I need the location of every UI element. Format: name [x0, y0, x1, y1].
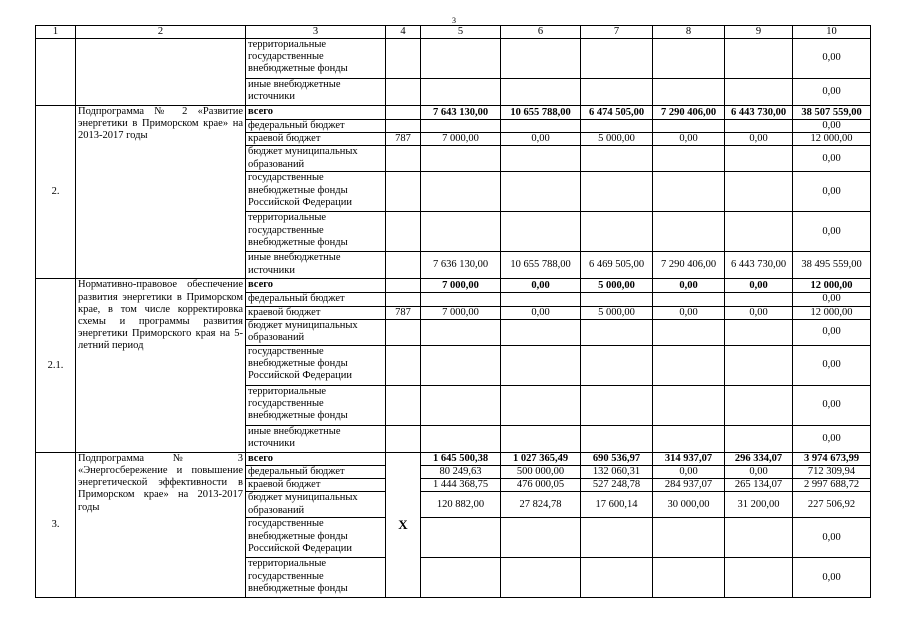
total-value: 38 495 559,00	[793, 252, 871, 279]
funding-source: всего	[246, 452, 386, 465]
value-2014: 1 027 365,49	[501, 452, 581, 465]
table-row	[36, 106, 871, 120]
value-2016: 7 290 406,00	[653, 106, 725, 120]
value-2013: 120 882,00	[421, 492, 501, 518]
funding-source: всего	[246, 279, 386, 293]
funding-source: бюджет муниципальных образований	[246, 146, 386, 172]
total-value: 12 000,00	[793, 279, 871, 293]
col-header-7: 7	[581, 26, 653, 39]
total-value: 0,00	[793, 319, 871, 345]
total-value: 38 507 559,00	[793, 106, 871, 120]
col-header-6: 6	[501, 26, 581, 39]
value-2017: 265 134,07	[725, 479, 793, 492]
total-value: 0,00	[793, 120, 871, 133]
funding-source: краевой бюджет	[246, 133, 386, 146]
value-2016: 0,00	[653, 466, 725, 479]
value-2017: 0,00	[725, 133, 793, 146]
value-2013: 1 645 500,38	[421, 452, 501, 465]
value-2015: 5 000,00	[581, 279, 653, 293]
column-number-header	[36, 26, 871, 39]
value-2017: 6 443 730,00	[725, 252, 793, 279]
value-2017: 31 200,00	[725, 492, 793, 518]
value-2015: 6 469 505,00	[581, 252, 653, 279]
row-number: 2.	[36, 106, 76, 279]
value-2017: 0,00	[725, 306, 793, 319]
program-name: Подпрограмма № 3 «Энергосбережение и повышение энергетической эффективности в Приморском крае» на 2013-2017 годы	[76, 452, 246, 598]
funding-source: государственные внебюджетные фонды Российской Федерации	[246, 345, 386, 385]
value-2015: 17 600,14	[581, 492, 653, 518]
col-header-5: 5	[421, 26, 501, 39]
value-2016: 0,00	[653, 133, 725, 146]
value-2013: 7 000,00	[421, 279, 501, 293]
total-value: 12 000,00	[793, 306, 871, 319]
total-value: 0,00	[793, 293, 871, 306]
col-header-3: 3	[246, 26, 386, 39]
value-2015: 690 536,97	[581, 452, 653, 465]
total-value: 2 997 688,72	[793, 479, 871, 492]
total-value: 12 000,00	[793, 133, 871, 146]
page-number: 3	[452, 16, 456, 25]
budget-code	[386, 106, 421, 120]
row-number: 3.	[36, 452, 76, 598]
value-2017: 296 334,07	[725, 452, 793, 465]
budget-code: 787	[386, 133, 421, 146]
program-name: Нормативно-правовое обеспечение развития энергетики в Приморском крае, в том числе корректировка схемы и программы развития энергетики Приморского края на 5-летний период	[76, 279, 246, 452]
funding-source: иные внебюджетные источники	[246, 425, 386, 452]
value-2014: 27 824,78	[501, 492, 581, 518]
value-2013: 80 249,63	[421, 466, 501, 479]
funding-source: территориальные государственные внебюджетные фонды	[246, 558, 386, 598]
value-2016: 314 937,07	[653, 452, 725, 465]
row-number: 2.1.	[36, 279, 76, 452]
col-header-4: 4	[386, 26, 421, 39]
value-2014: 0,00	[501, 279, 581, 293]
total-value: 0,00	[793, 385, 871, 425]
funding-source: всего	[246, 106, 386, 120]
funding-table	[35, 25, 871, 598]
funding-source: государственные внебюджетные фонды Российской Федерации	[246, 518, 386, 558]
value-2017: 0,00	[725, 466, 793, 479]
table-row	[36, 279, 871, 293]
value-2013: 7 000,00	[421, 306, 501, 319]
total-value: 712 309,94	[793, 466, 871, 479]
funding-source: иные внебюджетные источники	[246, 79, 386, 106]
value-2013: 7 643 130,00	[421, 106, 501, 120]
row-number-empty	[36, 39, 76, 106]
value-2016: 7 290 406,00	[653, 252, 725, 279]
funding-source: территориальные государственные внебюджетные фонды	[246, 212, 386, 252]
value-2015: 132 060,31	[581, 466, 653, 479]
value-2014: 0,00	[501, 133, 581, 146]
total-value: 0,00	[793, 425, 871, 452]
total-value: 0,00	[793, 558, 871, 598]
value-2015: 5 000,00	[581, 133, 653, 146]
budget-code: 787	[386, 306, 421, 319]
col-header-9: 9	[725, 26, 793, 39]
funding-source: федеральный бюджет	[246, 466, 386, 479]
funding-source: территориальные государственные внебюджетные фонды	[246, 39, 386, 79]
funding-source: краевой бюджет	[246, 306, 386, 319]
total-value: 0,00	[793, 172, 871, 212]
value-2013: 7 000,00	[421, 133, 501, 146]
value-2015: 527 248,78	[581, 479, 653, 492]
value-2013: 7 636 130,00	[421, 252, 501, 279]
table-row	[36, 452, 871, 465]
total-value: 0,00	[793, 345, 871, 385]
col-header-8: 8	[653, 26, 725, 39]
value-2015: 6 474 505,00	[581, 106, 653, 120]
value-2015: 5 000,00	[581, 306, 653, 319]
value-2017: 0,00	[725, 279, 793, 293]
value-2014: 10 655 788,00	[501, 252, 581, 279]
total-value: 227 506,92	[793, 492, 871, 518]
funding-source: бюджет муниципальных образований	[246, 319, 386, 345]
funding-source: государственные внебюджетные фонды Российской Федерации	[246, 172, 386, 212]
col-header-1: 1	[36, 26, 76, 39]
value-2016: 0,00	[653, 279, 725, 293]
funding-source: федеральный бюджет	[246, 120, 386, 133]
value-2014: 500 000,00	[501, 466, 581, 479]
program-name: Подпрограмма № 2 «Развитие энергетики в Приморском крае» на 2013-2017 годы	[76, 106, 246, 279]
total-value: 0,00	[793, 212, 871, 252]
value-2017: 6 443 730,00	[725, 106, 793, 120]
funding-source: краевой бюджет	[246, 479, 386, 492]
value-2014: 10 655 788,00	[501, 106, 581, 120]
col-header-2: 2	[76, 26, 246, 39]
total-value: 0,00	[793, 79, 871, 106]
value-2014: 476 000,05	[501, 479, 581, 492]
table-row	[36, 39, 871, 79]
budget-code	[386, 120, 421, 133]
total-value: 0,00	[793, 518, 871, 558]
funding-source: бюджет муниципальных образований	[246, 492, 386, 518]
total-value: 0,00	[793, 39, 871, 79]
total-value: 3 974 673,99	[793, 452, 871, 465]
value-2016: 30 000,00	[653, 492, 725, 518]
value-2016: 284 937,07	[653, 479, 725, 492]
funding-source: территориальные государственные внебюджетные фонды	[246, 385, 386, 425]
value-2016: 0,00	[653, 306, 725, 319]
funding-source: федеральный бюджет	[246, 293, 386, 306]
total-value: 0,00	[793, 146, 871, 172]
budget-code: X	[386, 452, 421, 598]
col-header-10: 10	[793, 26, 871, 39]
value-2013: 1 444 368,75	[421, 479, 501, 492]
funding-source: иные внебюджетные источники	[246, 252, 386, 279]
row-name-empty	[76, 39, 246, 106]
value-2014: 0,00	[501, 306, 581, 319]
